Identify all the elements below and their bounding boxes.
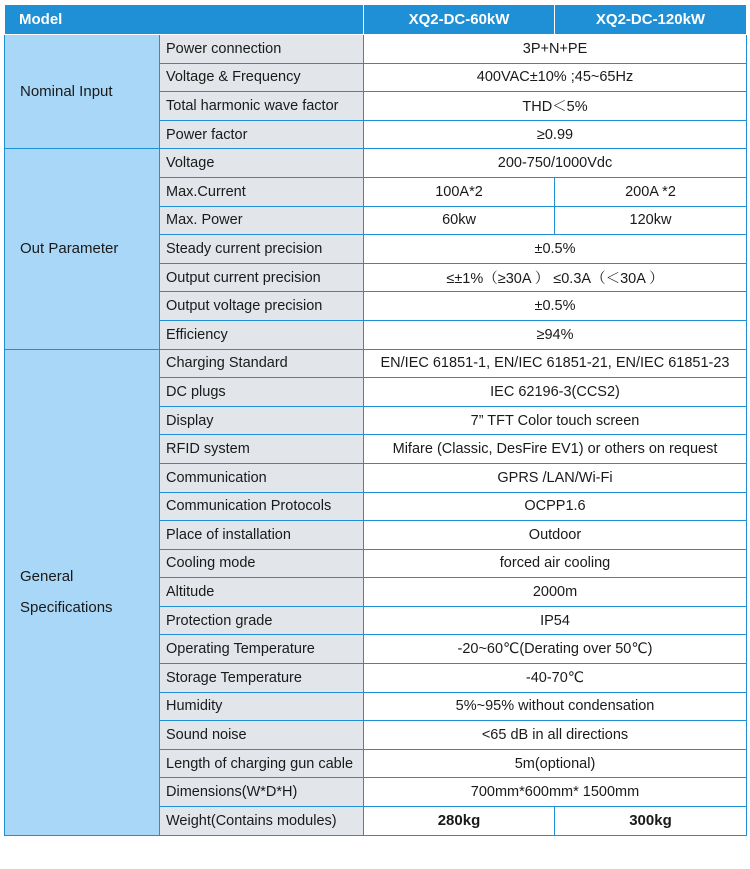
- param-label: Storage Temperature: [160, 664, 364, 693]
- param-value: 5%~95% without condensation: [364, 692, 747, 721]
- group-out-parameter: Out Parameter: [5, 149, 160, 349]
- param-label: Communication Protocols: [160, 492, 364, 521]
- model-header: Model: [5, 5, 364, 35]
- param-label: Voltage: [160, 149, 364, 178]
- table-row: [5, 35, 747, 64]
- param-value: 200-750/1000Vdc: [364, 149, 747, 178]
- param-value: -40-70℃: [364, 664, 747, 693]
- param-label: Communication: [160, 463, 364, 492]
- header-row: [5, 5, 747, 35]
- param-value-120kw: 200A *2: [555, 177, 747, 206]
- param-value: EN/IEC 61851-1, EN/IEC 61851-21, EN/IEC 61851-23: [364, 349, 747, 378]
- param-value-120kw: 300kg: [555, 807, 747, 836]
- table-row: [5, 149, 747, 178]
- model-120kw-header: XQ2-DC-120kW: [555, 5, 747, 35]
- param-label: Weight(Contains modules): [160, 807, 364, 836]
- param-value: GPRS /LAN/Wi-Fi: [364, 463, 747, 492]
- param-value-60kw: 100A*2: [364, 177, 555, 206]
- group-general-line1: General: [20, 568, 74, 586]
- param-value-60kw: 60kw: [364, 206, 555, 235]
- param-value: Outdoor: [364, 521, 747, 550]
- table-row: [5, 349, 747, 378]
- param-label: Voltage & Frequency: [160, 63, 364, 92]
- param-value: ≥0.99: [364, 120, 747, 149]
- param-label: Place of installation: [160, 521, 364, 550]
- param-label: RFID system: [160, 435, 364, 464]
- param-value: 400VAC±10% ;45~65Hz: [364, 63, 747, 92]
- model-60kw-header: XQ2-DC-60kW: [364, 5, 555, 35]
- param-value: OCPP1.6: [364, 492, 747, 521]
- spec-table: [4, 4, 747, 836]
- param-label: Cooling mode: [160, 549, 364, 578]
- param-value: Mifare (Classic, DesFire EV1) or others on request: [364, 435, 747, 464]
- param-value: ≥94%: [364, 320, 747, 349]
- param-value: 3P+N+PE: [364, 35, 747, 64]
- param-value: 7” TFT Color touch screen: [364, 406, 747, 435]
- param-value: 5m(optional): [364, 749, 747, 778]
- group-general-specifications: [5, 349, 160, 835]
- param-label: Output voltage precision: [160, 292, 364, 321]
- param-label: Output current precision: [160, 263, 364, 292]
- param-value-120kw: 120kw: [555, 206, 747, 235]
- param-value: ±0.5%: [364, 235, 747, 264]
- param-value: 2000m: [364, 578, 747, 607]
- param-label: Charging Standard: [160, 349, 364, 378]
- param-label: Protection grade: [160, 606, 364, 635]
- param-value-60kw: 280kg: [364, 807, 555, 836]
- param-label: Humidity: [160, 692, 364, 721]
- param-value: forced air cooling: [364, 549, 747, 578]
- param-value: IP54: [364, 606, 747, 635]
- param-value: IEC 62196-3(CCS2): [364, 378, 747, 407]
- param-value: ≤±1%（≥30A ） ≤0.3A（＜30A ）: [364, 263, 747, 292]
- param-value: 700mm*600mm* 1500mm: [364, 778, 747, 807]
- param-label: Display: [160, 406, 364, 435]
- param-label: Operating Temperature: [160, 635, 364, 664]
- param-value: -20~60℃(Derating over 50℃): [364, 635, 747, 664]
- param-label: DC plugs: [160, 378, 364, 407]
- group-nominal-input: Nominal Input: [5, 35, 160, 149]
- param-label: Max. Power: [160, 206, 364, 235]
- param-label: Altitude: [160, 578, 364, 607]
- param-label: Sound noise: [160, 721, 364, 750]
- param-label: Power connection: [160, 35, 364, 64]
- param-label: Power factor: [160, 120, 364, 149]
- param-label: Max.Current: [160, 177, 364, 206]
- param-label: Length of charging gun cable: [160, 749, 364, 778]
- param-label: Total harmonic wave factor: [160, 92, 364, 121]
- param-label: Dimensions(W*D*H): [160, 778, 364, 807]
- param-label: Efficiency: [160, 320, 364, 349]
- param-value: <65 dB in all directions: [364, 721, 747, 750]
- param-label: Steady current precision: [160, 235, 364, 264]
- param-value: ±0.5%: [364, 292, 747, 321]
- group-general-line2: Specifications: [20, 599, 113, 617]
- param-value: THD＜5%: [364, 92, 747, 121]
